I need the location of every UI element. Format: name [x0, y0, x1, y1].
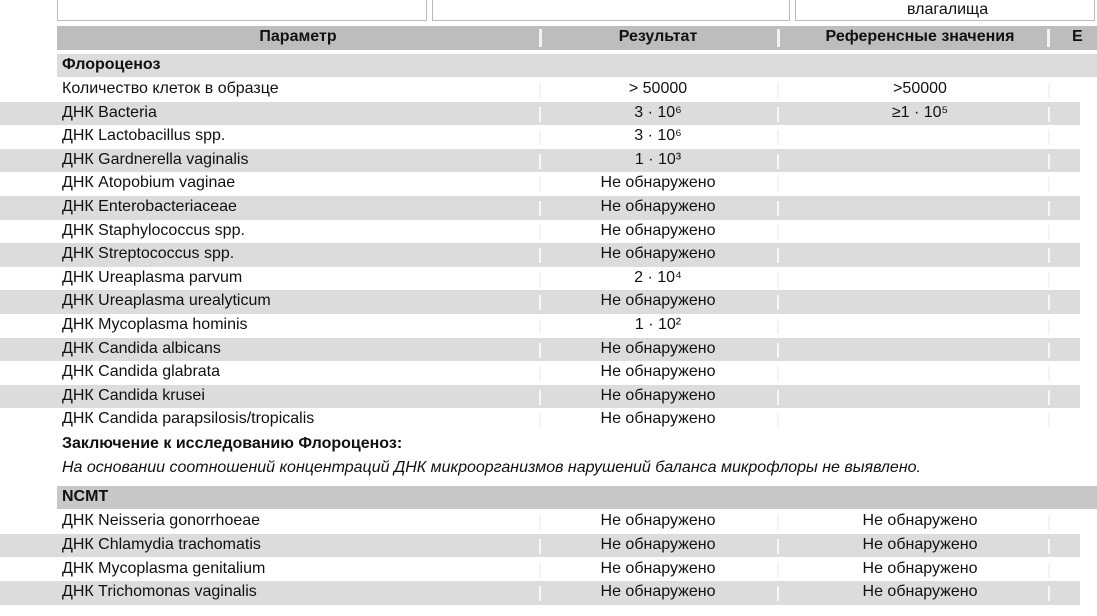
column-divider: [539, 539, 541, 554]
column-divider: [777, 201, 779, 216]
table-row: [0, 385, 1080, 409]
parameter-cell: ДНК Ureaplasma parvum: [62, 268, 243, 286]
table-row: [0, 338, 1080, 362]
sample-type-text: влагалища: [907, 1, 989, 18]
result-cell: 3 · 10⁶: [634, 103, 682, 121]
table-header: [57, 26, 1097, 50]
column-divider: [1048, 366, 1050, 381]
column-divider: [539, 515, 541, 530]
result-cell: Не обнаружено: [600, 174, 716, 192]
table-row: [0, 267, 1080, 291]
section-florocenoz: [57, 54, 1097, 77]
section-title: NCMT: [62, 488, 109, 505]
parameter-cell: ДНК Neisseria gonorrhoeae: [62, 512, 261, 529]
column-divider: [777, 272, 779, 287]
header-reference: Референсные значения: [825, 28, 1015, 45]
column-divider: [539, 390, 541, 405]
table-row: [0, 361, 1080, 385]
header-divider: [777, 29, 780, 47]
header-result: Результат: [618, 28, 698, 45]
parameter-cell: ДНК Trichomonas vaginalis: [62, 583, 257, 601]
header-divider: [1047, 29, 1050, 47]
table-row: [0, 558, 1080, 582]
column-divider: [539, 154, 541, 169]
column-divider: [777, 586, 779, 601]
column-divider: [777, 248, 779, 263]
column-divider: [777, 107, 779, 122]
column-divider: [777, 390, 779, 405]
column-divider: [539, 563, 541, 578]
parameter-cell: ДНК Gardnerella vaginalis: [62, 150, 249, 168]
result-cell: Не обнаружено: [600, 198, 716, 215]
table-row: [0, 581, 1080, 605]
column-divider: [539, 319, 541, 334]
column-divider: [777, 130, 779, 145]
result-cell: 1 · 10³: [634, 150, 682, 168]
table-row: [0, 510, 1080, 534]
header-parameter: Параметр: [259, 28, 337, 45]
column-divider: [1048, 515, 1050, 530]
table-row: [0, 220, 1080, 244]
column-divider: [777, 319, 779, 334]
table-row: [0, 149, 1080, 173]
result-cell: Не обнаружено: [600, 245, 716, 263]
column-divider: [1048, 225, 1050, 240]
parameter-cell: ДНК Candida albicans: [62, 339, 221, 357]
column-divider: [1048, 248, 1050, 263]
column-divider: [539, 272, 541, 287]
table-row: [0, 243, 1080, 267]
reference-cell: ≥1 · 10⁵: [891, 103, 949, 121]
column-divider: [1048, 295, 1050, 310]
conclusion-title: Заключение к исследованию Флороценоз:: [62, 435, 403, 452]
column-divider: [539, 366, 541, 381]
column-divider: [539, 107, 541, 122]
result-cell: 2 · 10⁴: [634, 268, 682, 286]
parameter-cell: ДНК Lactobacillus spp.: [62, 127, 226, 145]
column-divider: [777, 154, 779, 169]
column-divider: [539, 201, 541, 216]
column-divider: [539, 248, 541, 263]
column-divider: [539, 130, 541, 145]
table-row: [0, 196, 1080, 220]
table-row: [0, 408, 1080, 432]
parameter-cell: ДНК Ureaplasma urealyticum: [62, 292, 271, 310]
section-ncmt: [57, 486, 1097, 509]
parameter-cell: ДНК Candida glabrata: [62, 363, 221, 381]
reference-cell: Не обнаружено: [862, 535, 978, 553]
header-extra: Е: [1072, 28, 1083, 45]
parameter-cell: ДНК Candida krusei: [62, 386, 205, 404]
parameter-cell: ДНК Candida parapsilosis/tropicalis: [62, 410, 315, 428]
column-divider: [1048, 83, 1050, 98]
parameter-cell: ДНК Chlamydia trachomatis: [62, 535, 261, 553]
table-row: [0, 125, 1080, 149]
column-divider: [539, 83, 541, 98]
section-title: Флороценоз: [62, 56, 161, 73]
column-divider: [539, 295, 541, 310]
reference-cell: Не обнаружено: [862, 583, 978, 601]
reference-cell: Не обнаружено: [862, 512, 978, 529]
column-divider: [777, 177, 779, 192]
column-divider: [777, 539, 779, 554]
previous-cell-2: [432, 0, 790, 21]
column-divider: [777, 343, 779, 358]
result-cell: Не обнаружено: [600, 583, 716, 601]
column-divider: [1048, 586, 1050, 601]
column-divider: [777, 83, 779, 98]
table-row: [0, 78, 1080, 102]
column-divider: [777, 413, 779, 428]
parameter-cell: ДНК Mycoplasma genitalium: [62, 559, 266, 577]
table-row: [0, 290, 1080, 314]
result-cell: > 50000: [628, 80, 688, 97]
reference-cell: >50000: [893, 80, 947, 97]
column-divider: [1048, 390, 1050, 405]
result-cell: Не обнаружено: [600, 363, 716, 381]
column-divider: [1048, 154, 1050, 169]
parameter-cell: ДНК Atopobium vaginae: [62, 174, 236, 192]
column-divider: [777, 515, 779, 530]
parameter-cell: ДНК Enterobacteriaceae: [62, 198, 237, 215]
result-cell: Не обнаружено: [600, 386, 716, 404]
result-cell: Не обнаружено: [600, 339, 716, 357]
header-divider: [539, 29, 542, 47]
table-row: [0, 534, 1080, 558]
parameter-cell: ДНК Streptococcus spp.: [62, 245, 235, 263]
column-divider: [1048, 177, 1050, 192]
result-cell: Не обнаружено: [600, 512, 716, 529]
parameter-cell: ДНК Staphylococcus spp.: [62, 221, 245, 239]
result-cell: 3 · 10⁶: [634, 127, 682, 145]
column-divider: [1048, 201, 1050, 216]
result-cell: Не обнаружено: [600, 535, 716, 553]
result-cell: Не обнаружено: [600, 292, 716, 310]
parameter-cell: ДНК Bacteria: [62, 103, 157, 121]
column-divider: [539, 586, 541, 601]
table-row: [0, 314, 1080, 338]
column-divider: [777, 225, 779, 240]
reference-cell: Не обнаружено: [862, 559, 978, 577]
result-cell: Не обнаружено: [600, 559, 716, 577]
column-divider: [1048, 130, 1050, 145]
conclusion-text: На основании соотношений концентраций ДНК микроорганизмов нарушений баланса микрофлоры не выявлено.: [62, 459, 921, 476]
column-divider: [1048, 413, 1050, 428]
previous-table-fragment: [0, 0, 1080, 22]
column-divider: [1048, 563, 1050, 578]
previous-cell-3: [795, 0, 1095, 21]
column-divider: [1048, 343, 1050, 358]
column-divider: [539, 177, 541, 192]
column-divider: [1048, 539, 1050, 554]
column-divider: [1048, 272, 1050, 287]
column-divider: [777, 563, 779, 578]
parameter-cell: Количество клеток в образце: [62, 80, 279, 97]
table-row: [0, 102, 1080, 126]
result-cell: Не обнаружено: [600, 410, 716, 428]
previous-cell-1: [57, 0, 427, 21]
result-cell: 1 · 10²: [634, 316, 682, 333]
column-divider: [1048, 107, 1050, 122]
parameter-cell: ДНК Mycoplasma hominis: [62, 316, 248, 333]
column-divider: [777, 366, 779, 381]
column-divider: [539, 343, 541, 358]
column-divider: [1048, 319, 1050, 334]
column-divider: [539, 413, 541, 428]
column-divider: [539, 225, 541, 240]
column-divider: [777, 295, 779, 310]
table-row: [0, 172, 1080, 196]
result-cell: Не обнаружено: [600, 221, 716, 239]
